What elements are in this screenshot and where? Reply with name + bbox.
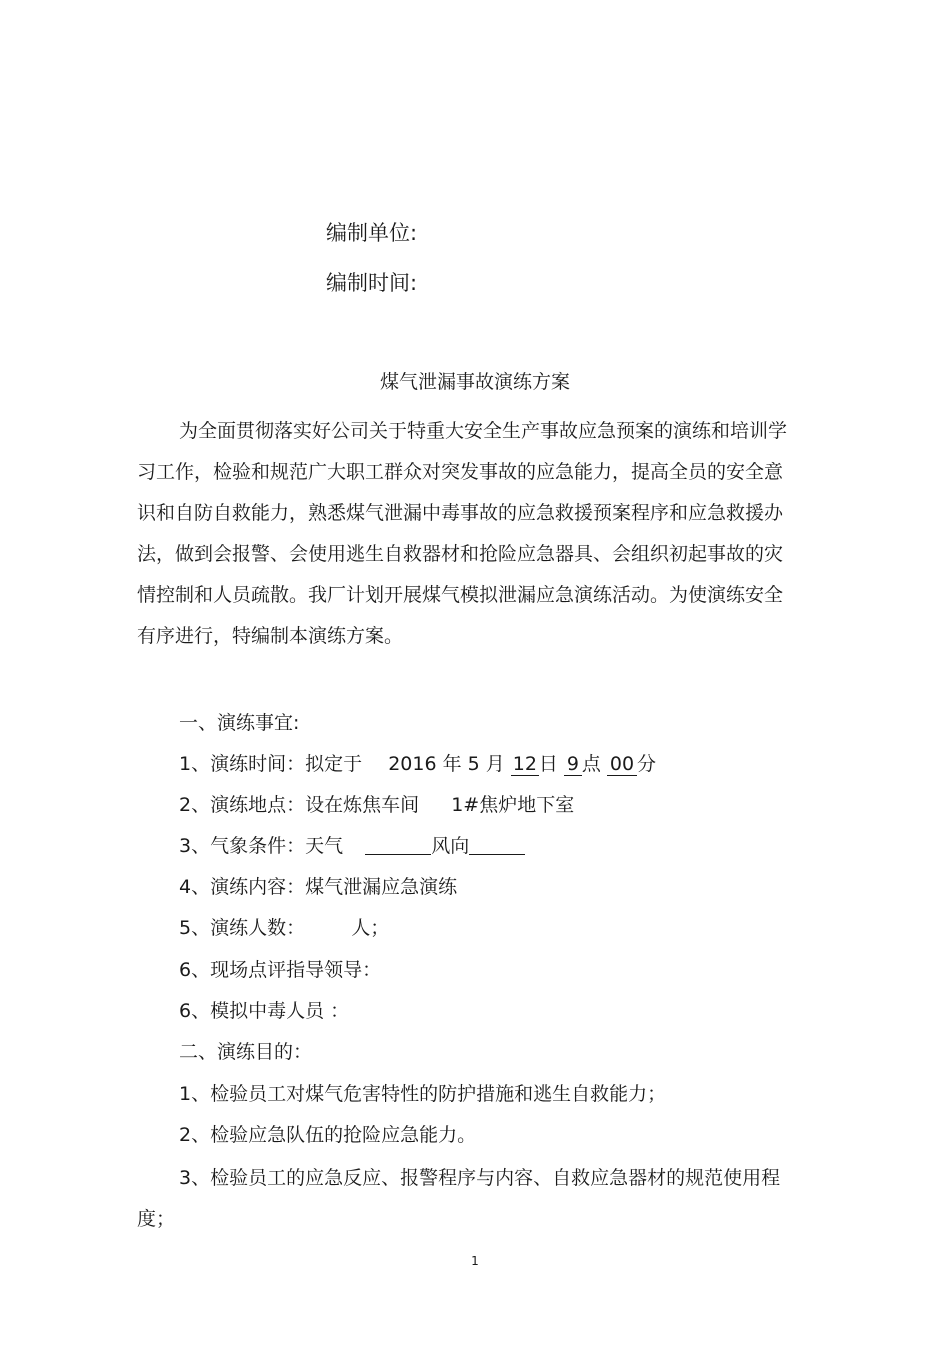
drill-minute: 00 xyxy=(607,753,637,776)
wind-label: 风向 xyxy=(431,835,470,857)
purpose-item-2: 2、检验应急队伍的抢险应急能力。 xyxy=(179,1124,477,1146)
section2-heading: 二、演练目的： xyxy=(179,1041,313,1063)
drill-month: 5 xyxy=(467,753,480,775)
weather-prefix: 3、气象条件：天气 xyxy=(179,835,344,857)
drill-hour-unit: 点 xyxy=(581,753,601,775)
drill-headcount-unit: 人； xyxy=(351,917,390,939)
drill-content-line: 4、演练内容：煤气泄漏应急演练 xyxy=(179,876,458,898)
intro-paragraph: 为全面贯彻落实好公司关于特重大安全生产事故应急预案的演练和培训学习工作，检验和规范广大职工群众对突发事故的应急能力，提高全员的安全意识和自防自救能力，熟悉煤气泄漏中毒事故的应急救援预案程序和应急救援办法，做到会报警、会使用逃生自救器材和抢险应急器具、会组织初起事故的灾情控制和人员疏散。我厂计划开展煤气模拟泄漏应急演练活动。为使演练安全有序进行，特编制本演练方案。 xyxy=(137,420,788,647)
purpose-item-1: 1、检验员工对煤气危害特性的防护措施和逃生自救能力； xyxy=(179,1083,667,1105)
cover-unit-label: 编制单位: xyxy=(326,221,418,245)
drill-place-line xyxy=(179,791,574,819)
drill-headcount-prefix: 5、演练人数： xyxy=(179,917,306,939)
section1-heading: 一、演练事宜: xyxy=(179,712,300,734)
weather-blank xyxy=(365,834,431,855)
drill-hour: 9 xyxy=(564,753,582,776)
drill-headcount-line xyxy=(179,914,389,942)
leaders-line: 6、现场点评指导领导： xyxy=(179,959,382,981)
drill-day-unit: 日 xyxy=(538,753,558,775)
drill-time-prefix: 1、演练时间：拟定于 xyxy=(179,753,363,775)
wind-blank xyxy=(469,834,525,855)
drill-place-value: 1#焦炉地下室 xyxy=(451,794,575,816)
victims-line: 6、模拟中毒人员 ： xyxy=(179,1000,350,1022)
drill-year: 2016 xyxy=(388,753,437,775)
page-number: 1 xyxy=(471,1254,479,1268)
purpose-item-3: 3、检验员工的应急反应、报警程序与内容、自救应急器材的规范使用程度； xyxy=(137,1167,781,1230)
drill-place-prefix: 2、演练地点：设在炼焦车间 xyxy=(179,794,420,816)
cover-time-label: 编制时间: xyxy=(326,271,418,295)
drill-day: 12 xyxy=(512,753,537,775)
drill-year-unit: 年 xyxy=(442,753,462,775)
drill-month-unit: 月 xyxy=(485,753,505,775)
document-title: 煤气泄漏事故演练方案 xyxy=(379,371,570,393)
drill-time-line xyxy=(179,750,656,778)
drill-minute-unit: 分 xyxy=(636,753,656,775)
weather-line xyxy=(179,832,525,860)
